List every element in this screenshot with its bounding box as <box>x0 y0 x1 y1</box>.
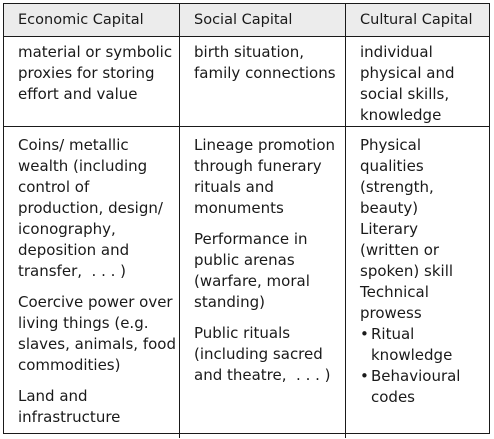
example-lineage <box>194 135 345 219</box>
example-coercive-power <box>18 292 179 376</box>
text-line: wealth (including <box>18 157 148 175</box>
example-land <box>18 386 179 428</box>
text-line: monuments <box>194 199 284 217</box>
text-line: rituals and <box>194 178 274 196</box>
text-line: knowledge <box>360 106 442 124</box>
example-performance <box>194 229 345 313</box>
text-line: Lineage promotion <box>194 136 336 154</box>
definition-social <box>180 37 346 127</box>
text-line: standing) <box>194 293 265 311</box>
examples-economic <box>4 127 180 438</box>
text-line: Public rituals <box>194 324 291 342</box>
text-line: living things (e.g. <box>18 314 149 332</box>
text-line: Technical <box>360 283 429 301</box>
list-item <box>360 324 489 366</box>
text-line: knowledge <box>371 346 453 364</box>
text-line: physical and <box>360 64 455 82</box>
text-line: through funerary <box>194 157 322 175</box>
text-line: iconography, <box>18 220 116 238</box>
text-line: beauty) <box>360 199 419 217</box>
text-line: Coercive power over <box>18 293 173 311</box>
examples-social <box>180 127 346 438</box>
text-line: infrastructure <box>18 408 121 426</box>
text-line: spoken) skill <box>360 262 454 280</box>
text-line: birth situation, <box>194 43 305 61</box>
text-line: (including sacred <box>194 345 323 363</box>
text-line: Performance in <box>194 230 308 248</box>
text-line: Physical <box>360 136 422 154</box>
header-social-capital: Social Capital <box>180 4 346 37</box>
example-public-rituals <box>194 323 345 386</box>
definition-cultural <box>346 37 489 127</box>
technical-prowess-list <box>360 324 489 408</box>
text-line: deposition and <box>18 241 130 259</box>
text-line: qualities <box>360 157 424 175</box>
text-line: commodities) <box>18 356 121 374</box>
text-line: and theatre, . . . ) <box>194 366 331 384</box>
list-item <box>360 366 489 408</box>
text-line: social skills, <box>360 85 450 103</box>
text-line: transfer, . . . ) <box>18 262 127 280</box>
text-line: production, design/ <box>18 199 163 217</box>
text-line: control of <box>18 178 90 196</box>
text-line: (warfare, moral <box>194 272 310 290</box>
text-line: family connections <box>194 64 336 82</box>
text-line: (strength, <box>360 178 434 196</box>
capital-types-table <box>3 3 490 434</box>
text-line: individual <box>360 43 433 61</box>
text-line: material or symbolic <box>18 43 173 61</box>
text-line: Land and <box>18 387 88 405</box>
text-line: proxies for storing <box>18 64 155 82</box>
examples-cultural <box>346 127 489 438</box>
text-line: prowess <box>360 304 422 322</box>
text-line: • Ritual <box>371 325 415 343</box>
text-line: slaves, animals, food <box>18 335 176 353</box>
header-economic-capital: Economic Capital <box>4 4 180 37</box>
text-line: codes <box>371 388 415 406</box>
text-line: Literary <box>360 220 419 238</box>
example-coins <box>18 135 179 282</box>
text-line: • Behavioural <box>371 367 461 385</box>
text-line: (written or <box>360 241 440 259</box>
definition-economic <box>4 37 180 127</box>
text-line: effort and value <box>18 85 138 103</box>
header-cultural-capital: Cultural Capital <box>346 4 489 37</box>
text-line: Coins/ metallic <box>18 136 129 154</box>
text-line: public arenas <box>194 251 295 269</box>
